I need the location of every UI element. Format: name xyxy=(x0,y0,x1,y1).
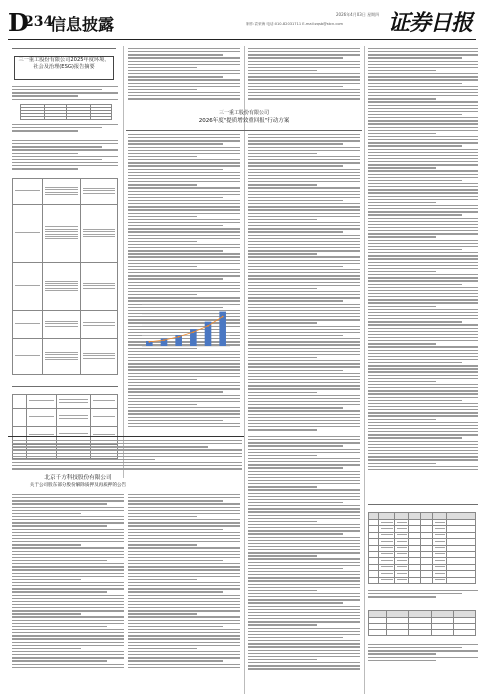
headline-title: 2026年度"提质增效重回报"行动方案 xyxy=(198,118,290,124)
article-body xyxy=(12,440,242,472)
column-divider xyxy=(244,46,245,694)
headline-rule xyxy=(126,130,362,131)
article-body xyxy=(12,140,118,174)
column-divider xyxy=(364,46,365,694)
shareholding-summary-table xyxy=(368,610,476,636)
chart-point xyxy=(222,316,224,318)
article-title-box xyxy=(14,56,114,80)
article-body xyxy=(128,494,240,674)
article-title-line: 社会及治理(ESG)报告摘要 xyxy=(33,64,95,70)
headline-company: 三一重工股份有限公司 xyxy=(218,110,269,116)
chart-svg xyxy=(132,292,236,356)
headline-title: 关于公司股东部分股份解除质押及再质押的公告 xyxy=(29,483,127,488)
issue-date: 2026年4月03日 星期四 xyxy=(336,12,380,17)
chart-point xyxy=(178,336,180,338)
editor-contact: 制作:袁荣海 电话:010-82031711 E-mail:zqsb@stcn.com xyxy=(246,22,344,26)
article-title-line: 三一重工股份有限公司2025年度环境、 xyxy=(18,57,110,63)
article-body xyxy=(12,86,118,104)
chart-point xyxy=(163,339,165,341)
article-body xyxy=(248,134,360,432)
headline-company: 北京千方科技股份有限公司 xyxy=(44,475,112,481)
article-body xyxy=(12,124,118,140)
table-caption xyxy=(12,386,118,392)
article-body xyxy=(248,436,360,672)
column-divider xyxy=(123,46,124,478)
bottom-article-headline xyxy=(8,474,148,489)
masthead xyxy=(8,6,476,40)
pledge-details-table xyxy=(368,512,476,584)
article-headline xyxy=(126,110,362,125)
article-body xyxy=(368,644,478,674)
page-number: 234 xyxy=(24,14,54,30)
chart-trend-line xyxy=(149,317,222,342)
article-body xyxy=(368,48,478,488)
revenue-chart xyxy=(132,292,236,356)
table-caption xyxy=(368,504,478,510)
article-intro xyxy=(12,48,116,54)
article-body xyxy=(248,48,360,106)
section-title: 信息披露 xyxy=(50,15,115,34)
article-body xyxy=(368,590,478,610)
chart-point xyxy=(148,341,150,343)
chart-point xyxy=(207,325,209,327)
section-divider xyxy=(8,436,244,437)
chart-point xyxy=(192,331,194,333)
page-letter: D xyxy=(8,8,28,37)
newspaper-logo: 证券日报 xyxy=(387,10,472,36)
article-body xyxy=(12,494,124,674)
article-body xyxy=(128,360,240,432)
company-info-table xyxy=(20,104,112,120)
esg-issues-table xyxy=(12,178,118,375)
article-body xyxy=(128,48,240,106)
